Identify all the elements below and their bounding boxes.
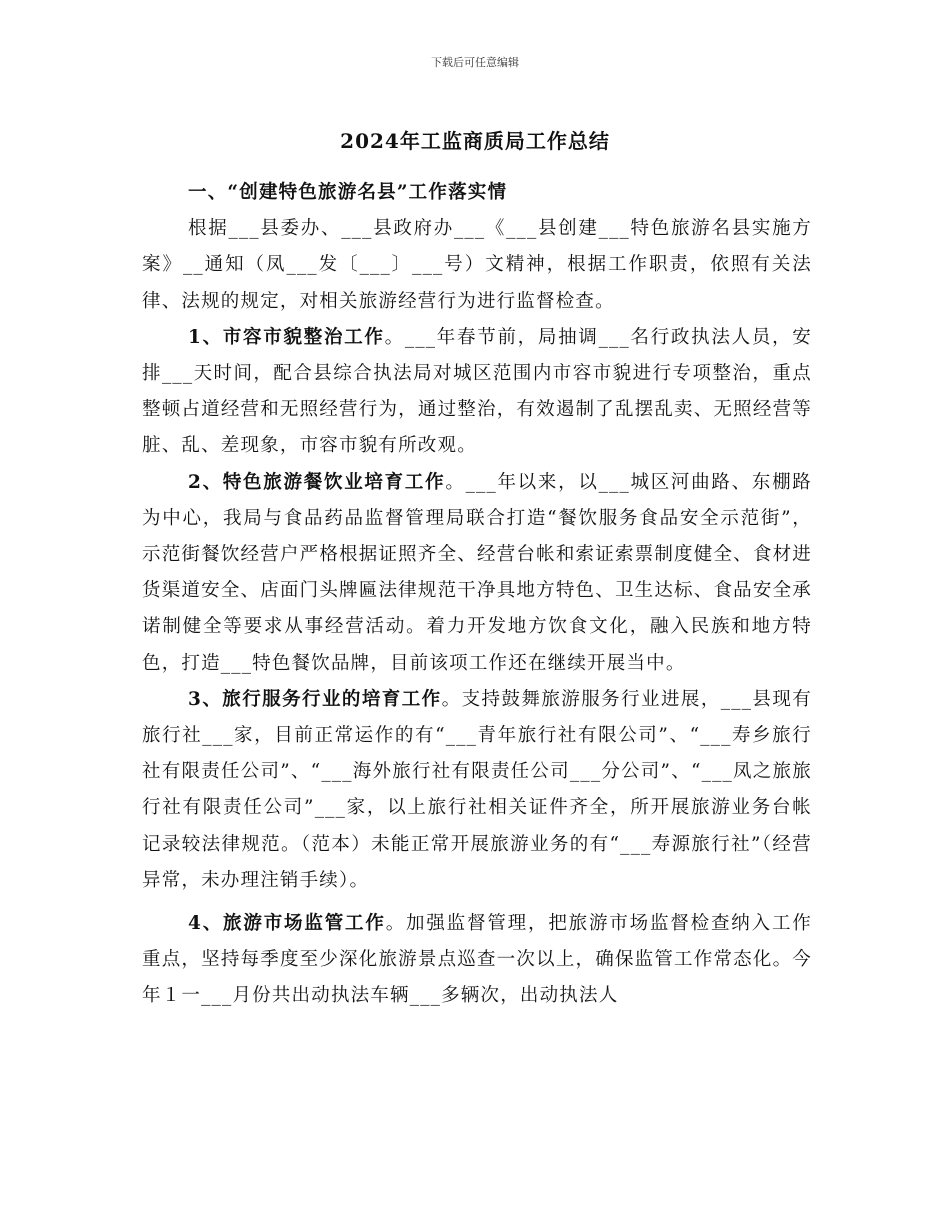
paragraph-lead: 2、特色旅游餐饮业培育工作	[188, 471, 446, 493]
paragraph-city-appearance	[142, 320, 812, 465]
paragraph-text: 根据___县委办、___县政府办___《___县创建___特色旅游名县实施方案》__通知（凤___发〔___〕___号）文精神，根据工作职责，依照有关法律、法规的规定，对相关旅游经营行为进行监督检查。	[142, 218, 812, 312]
paragraph-intro	[142, 211, 812, 320]
paragraph-lead: 4、旅游市场监管工作	[188, 913, 386, 935]
paragraph-text: 。支持鼓舞旅游服务行业进展，___县现有旅行社___家，目前正常运作的有“___青年旅行社有限公司”、“___寿乡旅行社有限责任公司”、“___海外旅行社有限责任公司___分公司”、“___凤之旅旅行社有限责任公司”___家，以上旅行社相关证件齐全，所开展旅游业务台帐记录较法律规范。（范本）未能正常开展旅游业务的有“___寿源旅行社”（经营异常，未办理注销手续）。	[142, 688, 812, 891]
paragraph-text: 。加强监督管理，把旅游市场监督检查纳入工作重点，坚持每季度至少深化旅游景点巡查一次以上，确保监管工作常态化。今年１一___月份共出动执法车辆___多辆次，出动执法人	[142, 913, 813, 1007]
paragraph-lead: 1、市容市貌整治工作	[188, 326, 385, 348]
paragraph-text: 。___年以来，以___城区河曲路、东棚路为中心，我局与食品药品监督管理局联合打造“餐饮服务食品安全示范街”，示范街餐饮经营户严格根据证照齐全、经营台帐和索证索票制度健全、食材进货渠道安全、店面门头牌匾法律规范干净具地方特色、卫生达标、食品安全承诺制健全等要求从事经营活动。着力开发地方饮食文化，融入民族和地方特色，打造___特色餐饮品牌，目前该项工作还在继续开展当中。	[142, 471, 812, 674]
paragraph-market-supervision	[142, 906, 812, 1015]
document-body	[142, 175, 812, 1015]
paragraph-travel-agencies	[142, 682, 812, 899]
document-title: 2024年工监商质局工作总结	[340, 129, 610, 153]
paragraph-lead: 3、旅行服务行业的培育工作	[188, 688, 442, 710]
paragraph-text: 。___年春节前，局抽调___名行政执法人员，安排___天时间，配合县综合执法局对城区范围内市容市貌进行专项整治，重点整顿占道经营和无照经营行为，通过整治，有效遏制了乱摆乱卖、无照经营等脏、乱、差现象，市容市貌有所改观。	[142, 326, 812, 457]
paragraph-catering	[142, 465, 812, 682]
section-heading: 一、“创建特色旅游名县”工作落实情	[188, 182, 508, 203]
page-header-note: 下载后可任意编辑	[431, 56, 519, 69]
